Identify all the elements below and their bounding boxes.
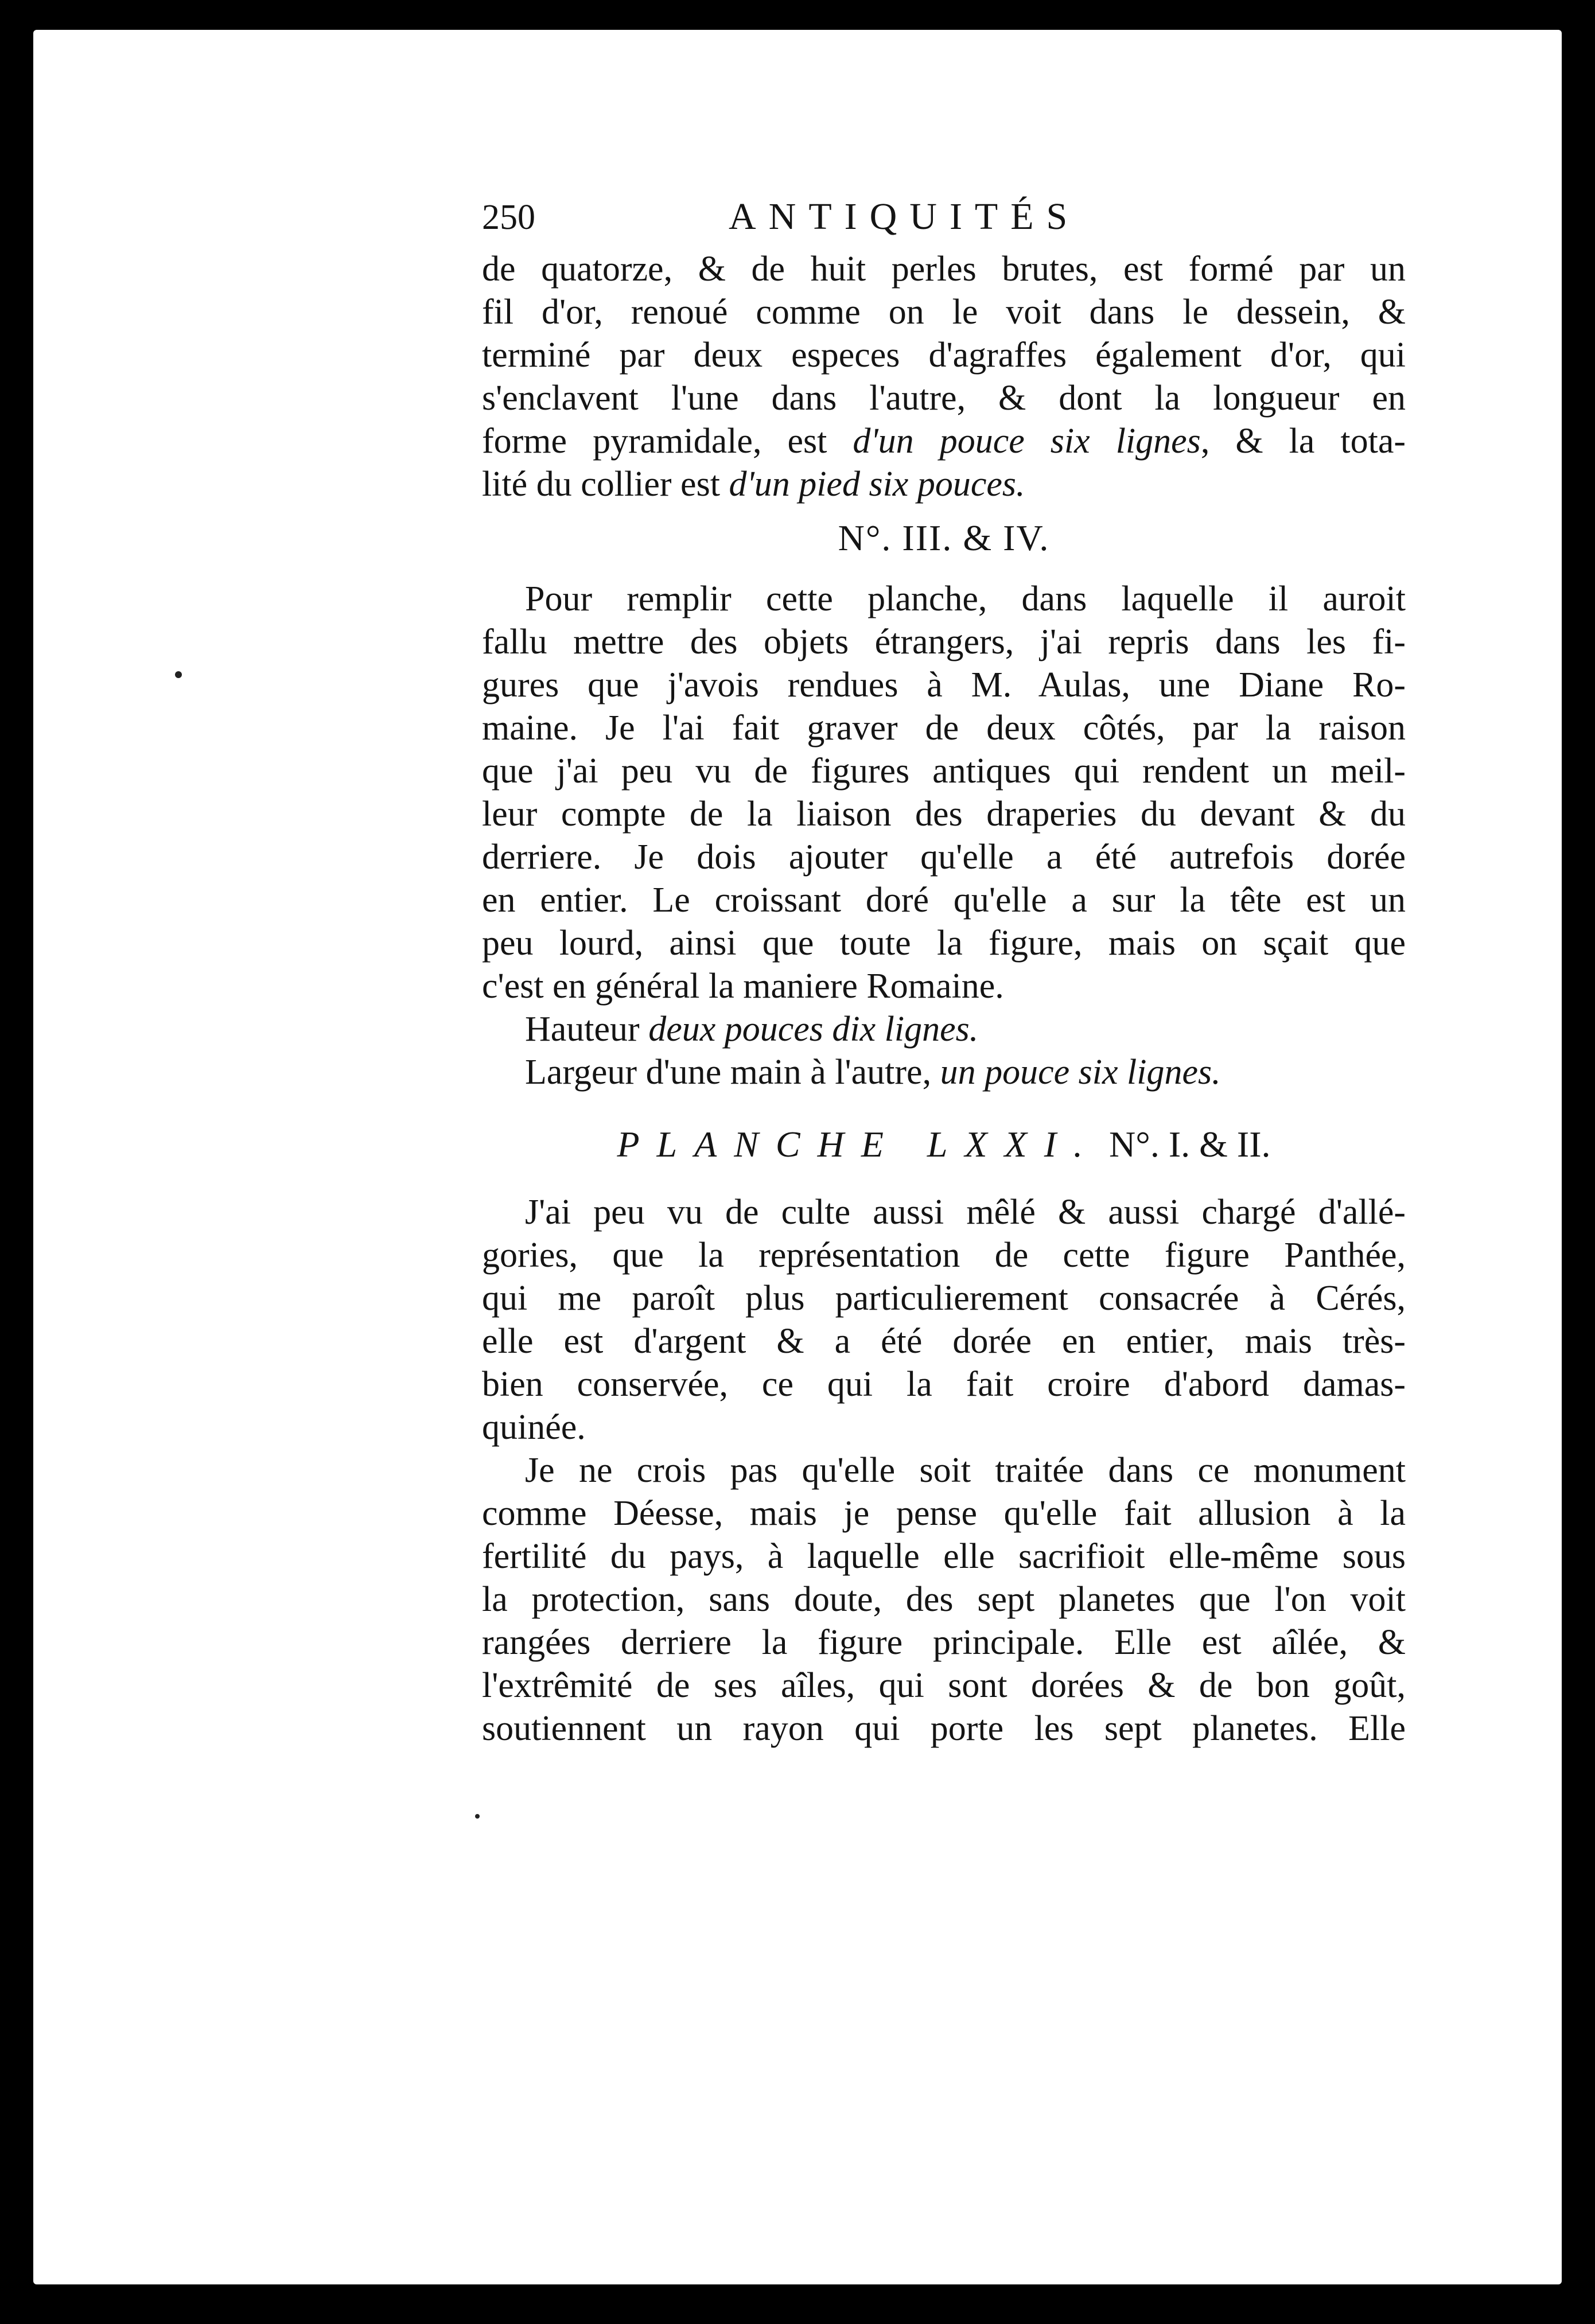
plate-numbers: N°. I. & II. xyxy=(1109,1124,1271,1165)
running-head xyxy=(482,195,1406,248)
text-line: peu lourd, ainsi que toute la figure, mais on sçait que xyxy=(482,924,1406,963)
page-text xyxy=(482,195,1406,1750)
text-line: soutiennent un rayon qui porte les sept planetes. Elle xyxy=(482,1709,1406,1748)
ink-speck xyxy=(175,671,182,678)
text-segment: , & la tota- xyxy=(1200,422,1406,461)
text-line: rangées derriere la figure principale. Elle est aîlée, & xyxy=(482,1623,1406,1662)
ink-speck xyxy=(475,1814,480,1819)
italic-measure: d'un pied six pouces. xyxy=(729,465,1025,504)
panthee-paragraph xyxy=(482,1191,1406,1449)
page-number: 250 xyxy=(482,198,535,237)
text-segment: forme pyramidale, est xyxy=(482,422,827,461)
measure-value: un pouce six lignes. xyxy=(940,1053,1221,1092)
text-segment: lité du collier est xyxy=(482,465,720,504)
text-line: que j'ai peu vu de figures antiques qui rendent un meil- xyxy=(482,752,1406,791)
text-line: gories, que la représentation de cette figure Panthée, xyxy=(482,1236,1406,1275)
text-line: derriere. Je dois ajouter qu'elle a été autrefois dorée xyxy=(482,838,1406,877)
height-measure xyxy=(482,1008,1406,1051)
text-line: c'est en général la maniere Romaine. xyxy=(482,967,1004,1006)
measure-value: deux pouces dix lignes. xyxy=(648,1010,979,1049)
width-measure xyxy=(482,1051,1406,1094)
text-line: de quatorze, & de huit perles brutes, est formé par un xyxy=(482,250,1406,289)
text-line xyxy=(482,463,1406,506)
text-line: qui me paroît plus particulierement consacrée à Cérés, xyxy=(482,1279,1406,1318)
text-line: elle est d'argent & a été dorée en entier, mais très- xyxy=(482,1322,1406,1361)
diane-paragraph xyxy=(482,578,1406,1094)
text-line: bien conservée, ce qui la fait croire d'abord damas- xyxy=(482,1365,1406,1404)
deesse-paragraph xyxy=(482,1449,1406,1750)
text-line: J'ai peu vu de culte aussi mêlé & aussi chargé d'allé- xyxy=(525,1193,1406,1232)
text-line: quinée. xyxy=(482,1408,586,1447)
italic-measure: d'un pouce six lignes xyxy=(853,422,1201,461)
text-line: leur compte de la liaison des draperies du devant & du xyxy=(482,795,1406,834)
text-line: en entier. Le croissant doré qu'elle a sur la tête est un xyxy=(482,881,1406,920)
text-line: fil d'or, renoué comme on le voit dans le dessein, & xyxy=(482,293,1406,332)
measure-label: Largeur d'une main à l'autre, xyxy=(525,1053,932,1092)
section-heading: N°. III. & IV. xyxy=(838,517,1050,558)
text-line: maine. Je l'ai fait graver de deux côtés, par la raison xyxy=(482,709,1406,748)
continuation-paragraph xyxy=(482,248,1406,506)
measure-label: Hauteur xyxy=(525,1010,640,1049)
text-line: terminé par deux especes d'agraffes également d'or, qui xyxy=(482,336,1406,375)
text-line: fertilité du pays, à laquelle elle sacrifioit elle-même sous xyxy=(482,1537,1406,1576)
text-line: Je ne crois pas qu'elle soit traitée dans ce monument xyxy=(525,1451,1406,1490)
text-line: la protection, sans doute, des sept planetes que l'on voit xyxy=(482,1580,1406,1619)
text-line: Pour remplir cette planche, dans laquelle il auroit xyxy=(525,579,1406,618)
text-line: comme Déesse, mais je pense qu'elle fait allusion à la xyxy=(482,1494,1406,1533)
plate-title: PLANCHE LXXI. xyxy=(617,1124,1100,1165)
text-line: s'enclavent l'une dans l'autre, & dont la longueur en xyxy=(482,379,1406,418)
text-line: l'extrêmité de ses aîles, qui sont dorées & de bon goût, xyxy=(482,1666,1406,1705)
plate-heading xyxy=(482,1123,1406,1166)
running-title: ANTIQUITÉS xyxy=(729,196,1080,238)
text-line xyxy=(482,420,1406,463)
text-line: fallu mettre des objets étrangers, j'ai repris dans les fi- xyxy=(482,622,1406,661)
text-line: gures que j'avois rendues à M. Aulas, une Diane Ro- xyxy=(482,665,1406,704)
